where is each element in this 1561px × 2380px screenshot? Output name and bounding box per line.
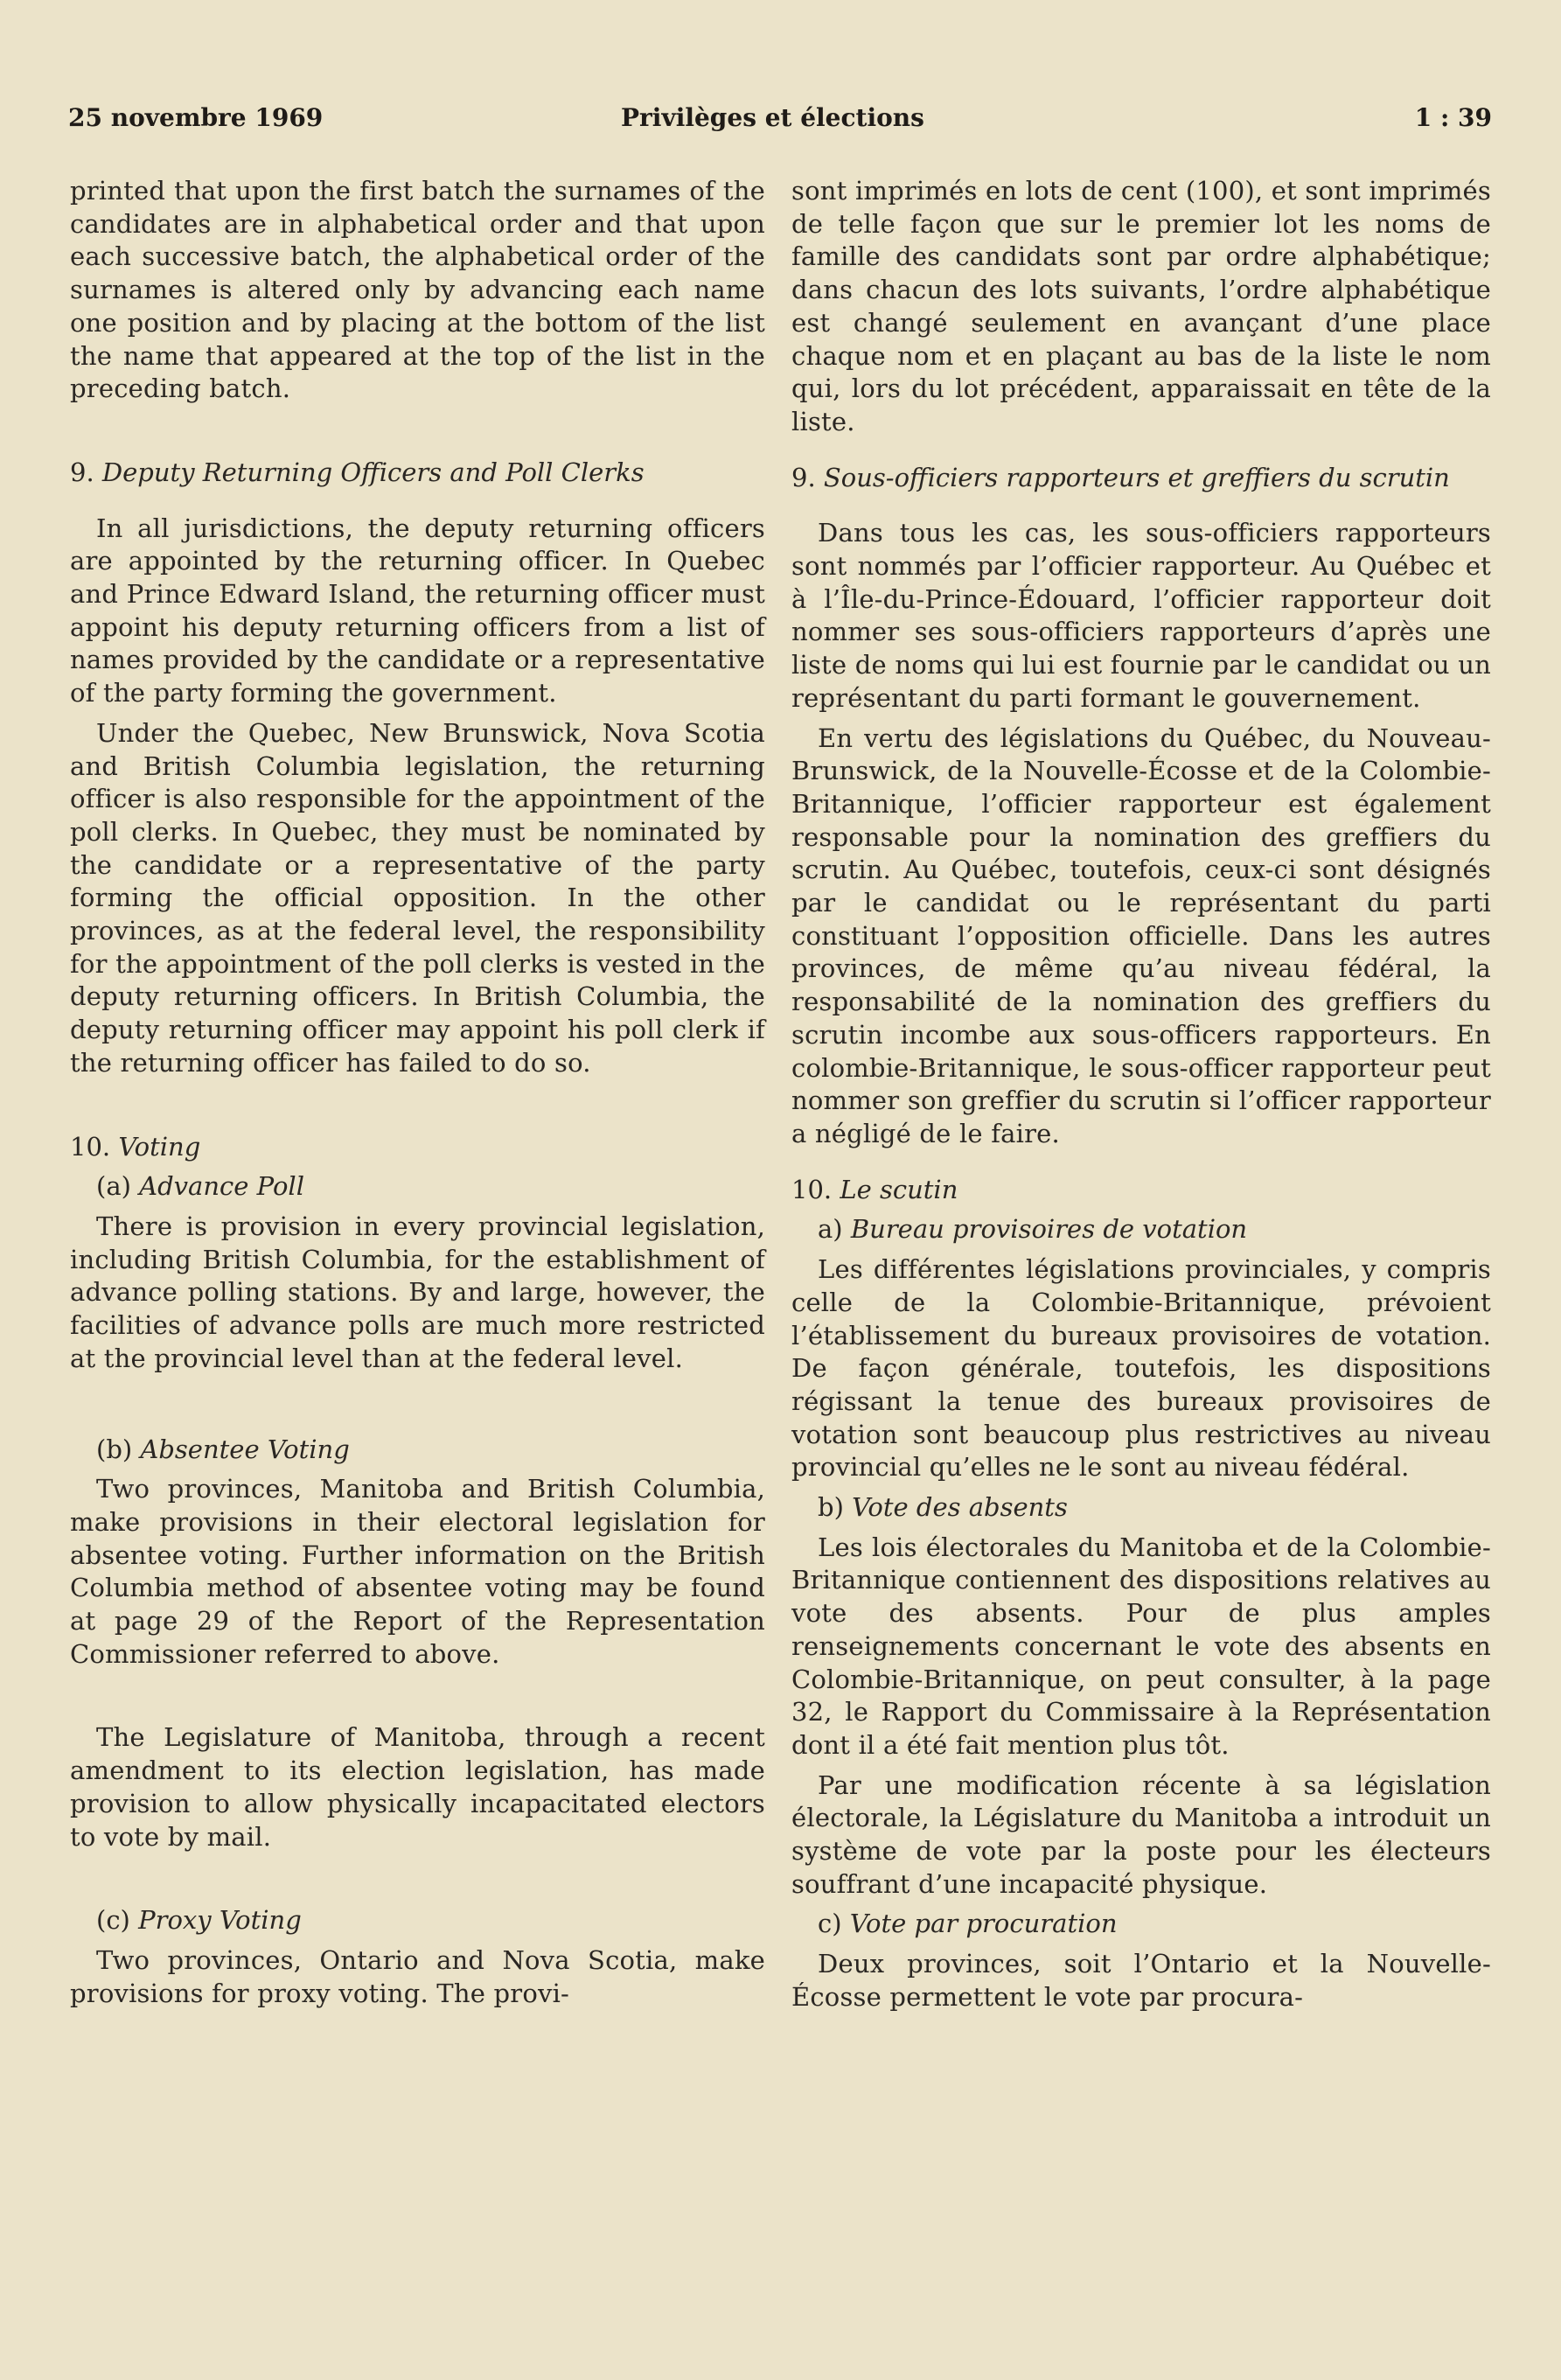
fr-subsection-b-title: Vote des absents (852, 1492, 1068, 1523)
fr-subsection-a-title: Bureau provisoires de votation (850, 1214, 1248, 1245)
en-subsection-a-paragraph: There is provision in every provincial legislation, including British Columbia, for the establishment of advance polling stations. By and large, however, the facilities of advance polls are much more restricted at the provincial level than at the federal level. (70, 1211, 765, 1373)
french-column (791, 175, 1491, 2014)
en-section-9-heading (70, 457, 765, 490)
en-subsection-b-heading (96, 1434, 765, 1467)
fr-section-9-heading (791, 462, 1491, 495)
en-section-9-number: 9. (70, 457, 94, 487)
fr-subsection-c-paragraph: Deux provinces, soit l’Ontario et la Nouvelle-Écosse permettent le vote par procura- (791, 1949, 1491, 2012)
en-section-10-number: 10. (70, 1131, 111, 1162)
header-title: Privilèges et élections (621, 103, 924, 132)
en-paragraph-1: printed that upon the first batch the surnames of the candidates are in alphabetical order and that upon each successive batch, the alphabetical order of the surnames is altered only by advancing each name one position and by placing at the bottom of the list the name that appeared at the top of the list in the preceding batch. (70, 176, 765, 404)
fr-section-9-number: 9. (791, 462, 816, 492)
en-section-9-title: Deputy Returning Officers and Poll Clerks (101, 457, 645, 487)
fr-subsection-b-label: b) (818, 1492, 844, 1523)
english-column (70, 175, 765, 2010)
running-header (68, 103, 1492, 138)
en-subsection-a-title: Advance Poll (139, 1171, 304, 1202)
en-subsection-c-label: (c) (96, 1905, 130, 1936)
fr-section-10-heading (791, 1174, 1491, 1207)
en-section-9-paragraph-1: In all jurisdictions, the deputy returning officers are appointed by the returning officer. In Quebec and Prince Edward Island, the returning officer must appoint his deputy returning officers from a list of names provided by the candidate or a representative of the party forming the government. (70, 513, 765, 708)
header-page-ref: 1 : 39 (1414, 103, 1492, 132)
header-date: 25 novembre 1969 (68, 103, 324, 132)
fr-section-9-paragraph-2: En vertu des législations du Québec, du Nouveau-Brunswick, de la Nouvelle-Écosse et de la Colombie-Britannique, l’officier rapporteur est également responsable pour la nomination des greffiers du scrutin. Au Québec, toutefois, ceux-ci sont désignés par le candidat ou le représentant du parti constituant l’opposition officielle. Dans les autres provinces, de même qu’au niveau fédéral, la responsabilité de la nomination des greffiers du scrutin incombe aux sous-officers rapporteurs. En colombie-Britannique, le sous-officer rapporteur peut nommer son greffier du scrutin si l’officer rapporteur a négligé de le faire. (791, 722, 1491, 1148)
fr-subsection-b-paragraph-2: Par une modification récente à sa législation électorale, la Législature du Manitoba a introduit un système de vote par la poste pour les électeurs souffrant d’une incapacité physique. (791, 1769, 1491, 1899)
fr-section-10-title: Le scutin (840, 1174, 958, 1204)
fr-subsection-a-label: a) (818, 1214, 843, 1245)
fr-subsection-b-paragraph-1: Les lois électorales du Manitoba et de la Colombie-Britannique contiennent des dispositions relatives au vote des absents. Pour de plus amples renseignements concernant le vote des absents en Colombie-Britannique, on peut consulter, à la page 32, le Rapport du Commissaire à la Représentation dont il a été fait mention plus tôt. (791, 1532, 1491, 1760)
en-subsection-b-paragraph-1: Two provinces, Manitoba and British Columbia, make provisions in their electoral legislation for absentee voting. Further information on the British Columbia method of absentee voting may be found at page 29 of the Report of the Representation Commissioner referred to above. (70, 1474, 765, 1669)
en-section-9-paragraph-2: Under the Quebec, New Brunswick, Nova Scotia and British Columbia legislation, the returning officer is also responsible for the appointment of the poll clerks. In Quebec, they must be nominated by the candidate or a representative of the party forming the official opposition. In the other provinces, as at the federal level, the responsibility for the appointment of the poll clerks is vested in the deputy returning officers. In British Columbia, the deputy returning officer may appoint his poll clerk if the returning officer has failed to do so. (70, 717, 765, 1078)
en-subsection-a-label: (a) (96, 1171, 131, 1202)
fr-subsection-a-heading (818, 1213, 1491, 1246)
fr-subsection-c-label: c) (818, 1909, 842, 1939)
en-subsection-c-heading (96, 1904, 765, 1937)
fr-section-10-number: 10. (791, 1174, 833, 1204)
en-subsection-c-paragraph: Two provinces, Ontario and Nova Scotia, make provisions for proxy voting. The provi- (70, 1944, 765, 2008)
en-subsection-c-title: Proxy Voting (138, 1905, 302, 1936)
fr-subsection-b-heading (818, 1491, 1491, 1525)
en-section-10-heading (70, 1131, 765, 1164)
en-section-10-title: Voting (118, 1131, 201, 1162)
fr-subsection-c-title: Vote par procuration (849, 1909, 1118, 1939)
fr-subsection-a-paragraph: Les différentes législations provinciales, y compris celle de la Colombie-Britannique, prévoient l’établissement du bureaux provisoires de votation. De façon générale, toutefois, les dispositions régissant la tenue des bureaux provisoires de votation sont beaucoup plus restrictives au niveau provincial qu’elles ne le sont au niveau fédéral. (791, 1254, 1491, 1483)
fr-paragraph-1: sont imprimés en lots de cent (100), et sont imprimés de telle façon que sur le premier lot les noms de famille des candidats sont par ordre alphabétique; dans chacun des lots suivants, l’ordre alphabétique est changé seulement en avançant d’une place chaque nom et en plaçant au bas de la liste le nom qui, lors du lot précédent, apparaissait en tête de la liste. (791, 176, 1491, 436)
en-subsection-a-heading (96, 1170, 765, 1204)
en-subsection-b-label: (b) (96, 1434, 133, 1464)
en-subsection-b-paragraph-2: The Legislature of Manitoba, through a recent amendment to its election legislation, has made provision to allow physically incapacitated electors to vote by mail. (70, 1722, 765, 1852)
fr-subsection-c-heading (818, 1908, 1491, 1941)
fr-section-9-paragraph-1: Dans tous les cas, les sous-officiers rapporteurs sont nommés par l’officier rapporteur. Au Québec et à l’Île-du-Prince-Édouard, l’officier rapporteur doit nommer ses sous-officiers rapporteurs d’après une liste de noms qui lui est fournie par le candidat ou un représentant du parti formant le gouvernement. (791, 518, 1491, 713)
en-subsection-b-title: Absentee Voting (140, 1434, 350, 1464)
fr-section-9-title: Sous-officiers rapporteurs et greffiers du scrutin (823, 462, 1450, 492)
